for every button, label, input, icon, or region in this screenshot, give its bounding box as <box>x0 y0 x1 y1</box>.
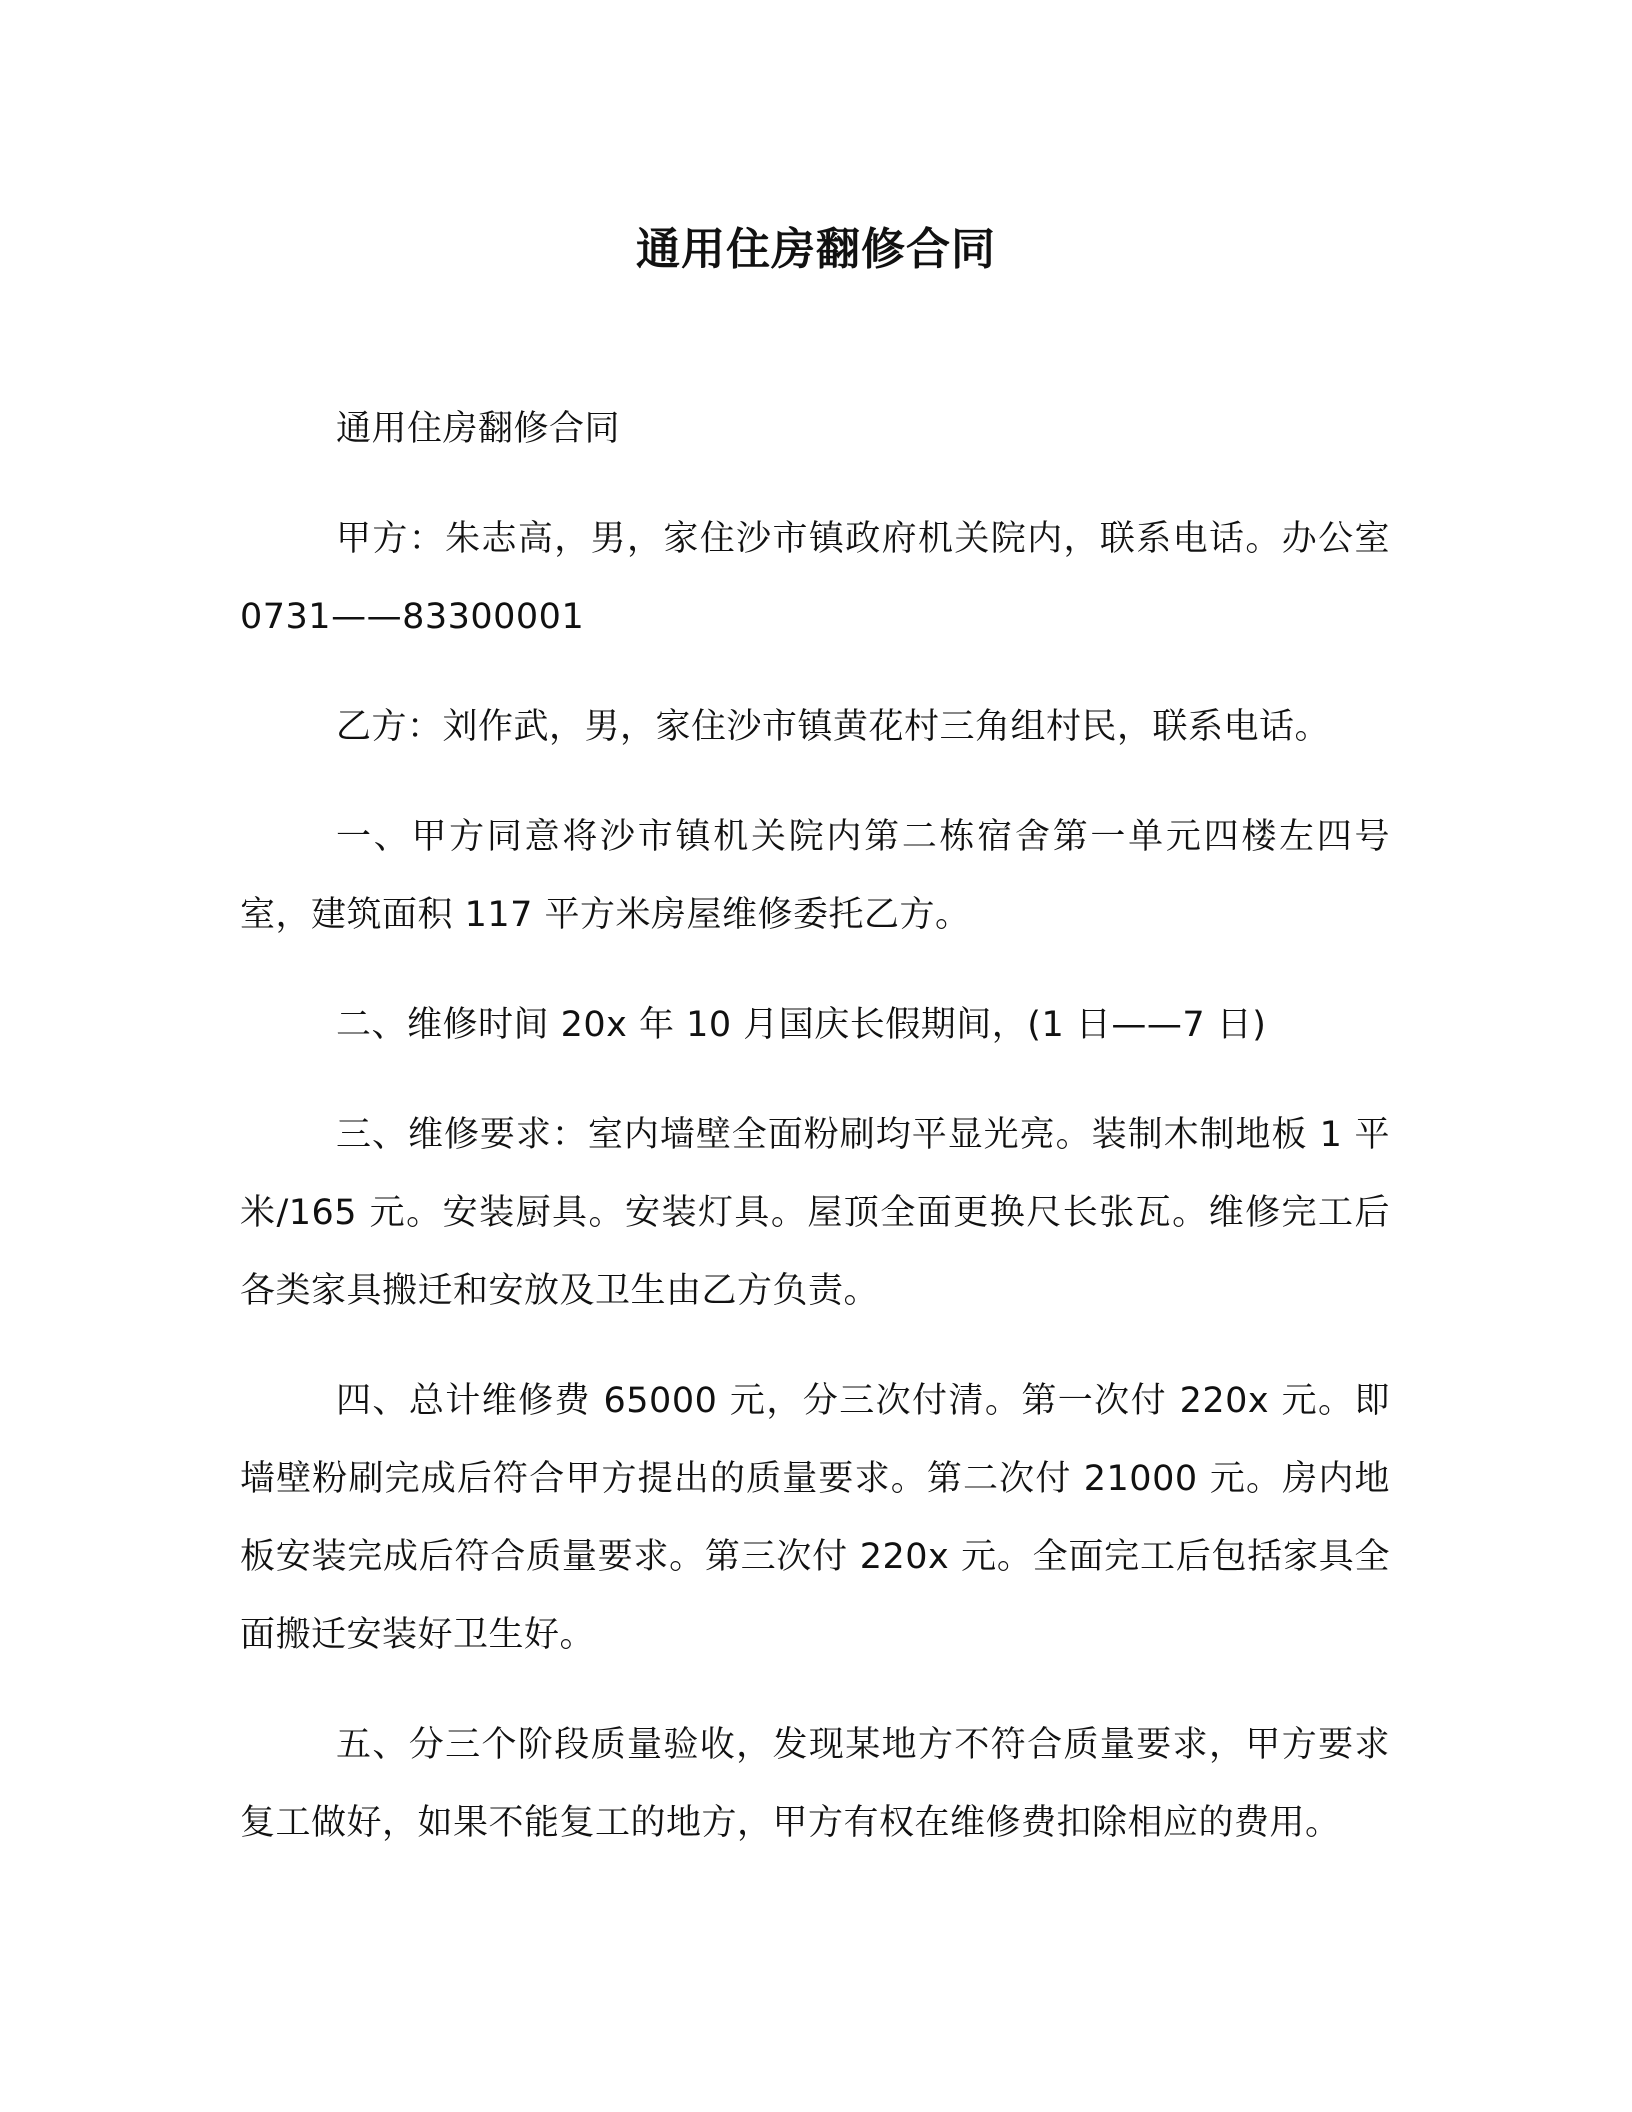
paragraph-party-a: 甲方：朱志高，男，家住沙市镇政府机关院内，联系电话。办公室 0731——83300001 <box>240 519 1402 637</box>
paragraph-clause-3: 三、维修要求：室内墙壁全面粉刷均平显光亮。装制木制地板 1 平米/165 元。安装厨具。安装灯具。屋顶全面更换尺长张瓦。维修完工后各类家具搬迁和安放及卫生由乙方负责。 <box>240 1115 1390 1311</box>
paragraph-party-b: 乙方：刘作武，男，家住沙市镇黄花村三角组村民，联系电话。 <box>336 707 1331 747</box>
paragraph-clause-5: 五、分三个阶段质量验收，发现某地方不符合质量要求，甲方要求复工做好，如果不能复工的地方，甲方有权在维修费扣除相应的费用。 <box>240 1725 1390 1843</box>
paragraph-clause-4: 四、总计维修费 65000 元，分三次付清。第一次付 220x 元。即墙壁粉刷完成后符合甲方提出的质量要求。第二次付 21000 元。房内地板安装完成后符合质量要求。第三次付 220x 元。全面完工后包括家具全面搬迁安装好卫生好。 <box>240 1381 1390 1655</box>
paragraph-clause-1: 一、甲方同意将沙市镇机关院内第二栋宿舍第一单元四楼左四号室，建筑面积 117 平方米房屋维修委托乙方。 <box>240 817 1390 935</box>
paragraph-subtitle: 通用住房翻修合同 <box>336 409 621 449</box>
document-body <box>240 390 1402 1894</box>
document-title: 通用住房翻修合同 <box>636 224 996 275</box>
paragraph-clause-2: 二、维修时间 20x 年 10 月国庆长假期间，(1 日——7 日) <box>336 1005 1267 1045</box>
